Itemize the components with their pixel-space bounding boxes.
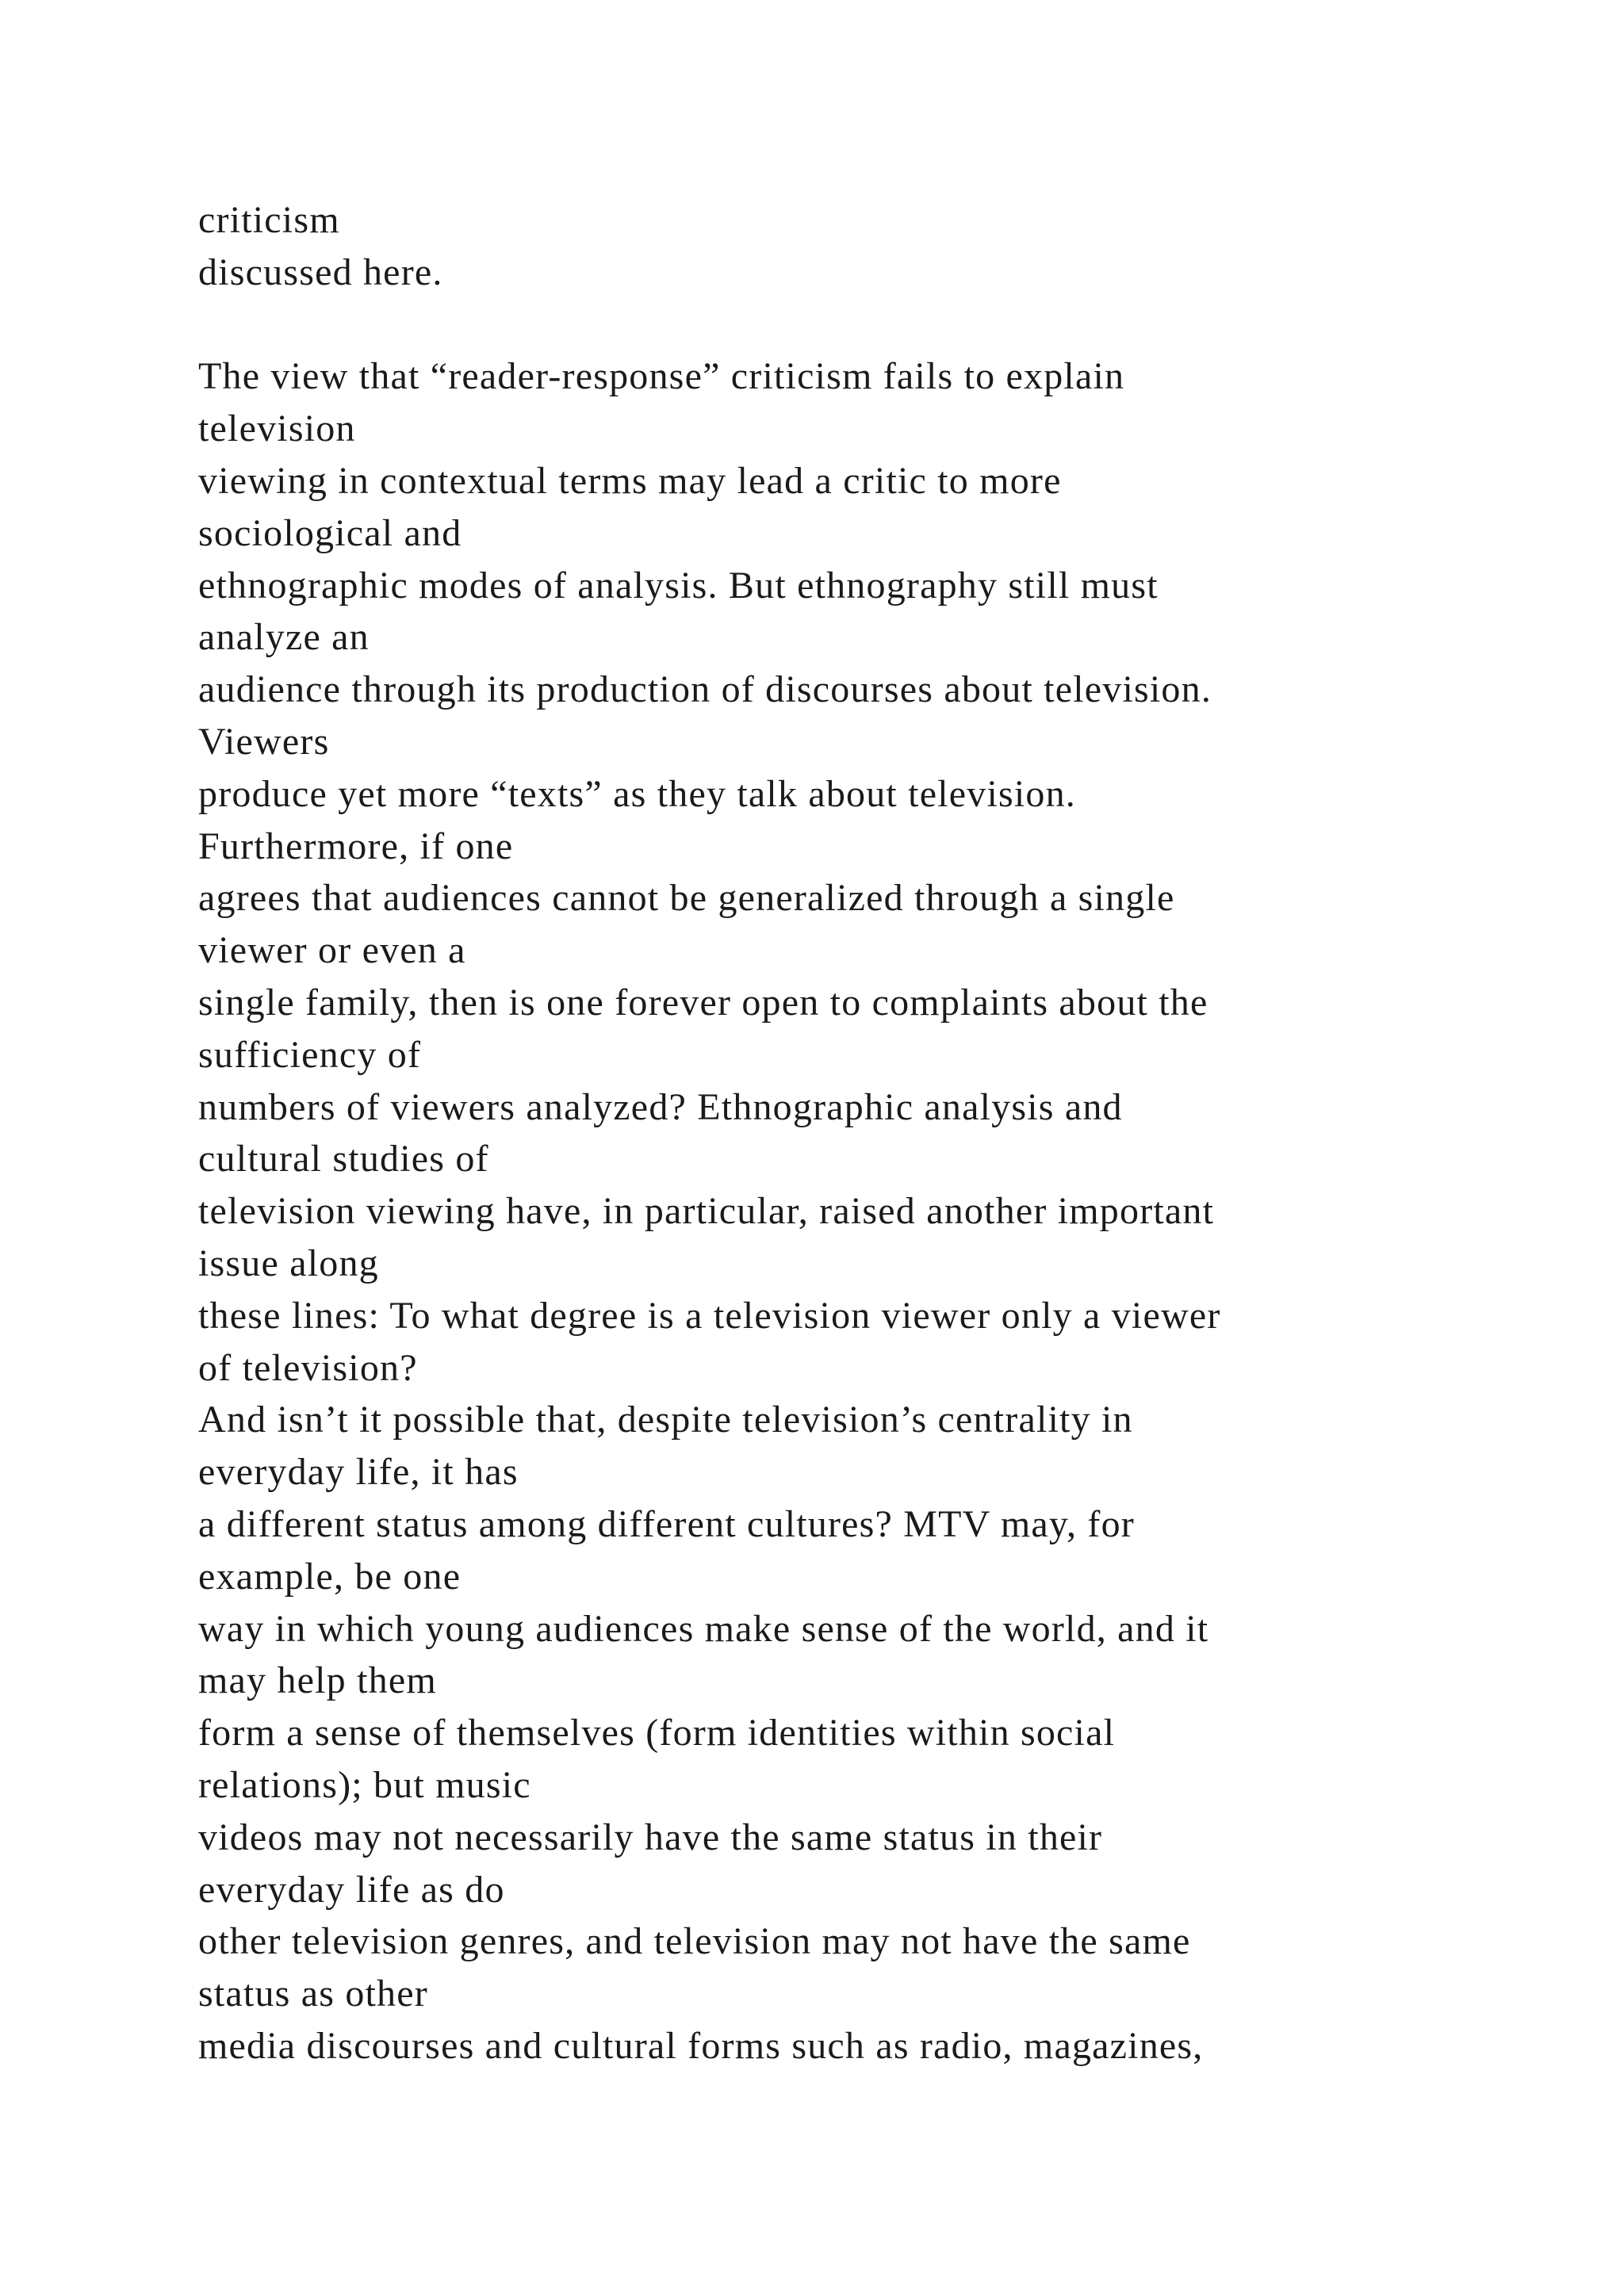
text-line: status as other xyxy=(198,1973,428,2015)
text-line: cultural studies of xyxy=(198,1138,489,1181)
text-line: Furthermore, if one xyxy=(198,825,514,867)
text-line: these lines: To what degree is a television viewer only a viewer xyxy=(198,1294,1221,1337)
text-line: viewer or even a xyxy=(198,929,466,972)
text-line: agrees that audiences cannot be generalized through a single xyxy=(198,877,1175,920)
text-line: way in which young audiences make sense of the world, and it xyxy=(198,1607,1209,1650)
text-line: television xyxy=(198,408,356,450)
text-line: everyday life as do xyxy=(198,1868,505,1911)
text-line: relations); but music xyxy=(198,1763,531,1806)
text-line: a different status among different cultures? MTV may, for xyxy=(198,1502,1135,1545)
text-line: The view that “reader-response” criticism fails to explain xyxy=(198,355,1125,398)
text-line: everyday life, it has xyxy=(198,1451,519,1494)
text-line: discussed here. xyxy=(198,251,443,293)
text-line: issue along xyxy=(198,1242,379,1284)
text-line: media discourses and cultural forms such as radio, magazines, xyxy=(198,2024,1204,2067)
text-line: television viewing have, in particular, raised another important xyxy=(198,1190,1215,1233)
text-line: produce yet more “texts” as they talk about television. xyxy=(198,772,1076,815)
text-line: other television genres, and television may not have the same xyxy=(198,1920,1191,1963)
text-line: criticism xyxy=(198,199,340,241)
text-line: of television? xyxy=(198,1346,418,1389)
text-line: may help them xyxy=(198,1659,437,1702)
text-line: And isn’t it possible that, despite television’s centrality in xyxy=(198,1399,1133,1441)
text-line: form a sense of themselves (form identities within social xyxy=(198,1712,1116,1755)
document-body xyxy=(198,194,1546,2072)
text-line: analyze an xyxy=(198,616,370,659)
text-line: audience through its production of discourses about television. xyxy=(198,668,1212,711)
text-line: Viewers xyxy=(198,720,330,763)
text-line: ethnographic modes of analysis. But ethnography still must xyxy=(198,564,1159,607)
text-line: single family, then is one forever open to complaints about the xyxy=(198,981,1208,1024)
paragraph-break xyxy=(198,299,1546,351)
text-line: videos may not necessarily have the same status in their xyxy=(198,1816,1103,1858)
text-line: sufficiency of xyxy=(198,1033,422,1076)
text-line: sociological and xyxy=(198,511,462,554)
text-line: example, be one xyxy=(198,1555,462,1598)
text-line: viewing in contextual terms may lead a critic to more xyxy=(198,459,1062,502)
text-line: numbers of viewers analyzed? Ethnographic analysis and xyxy=(198,1085,1123,1128)
